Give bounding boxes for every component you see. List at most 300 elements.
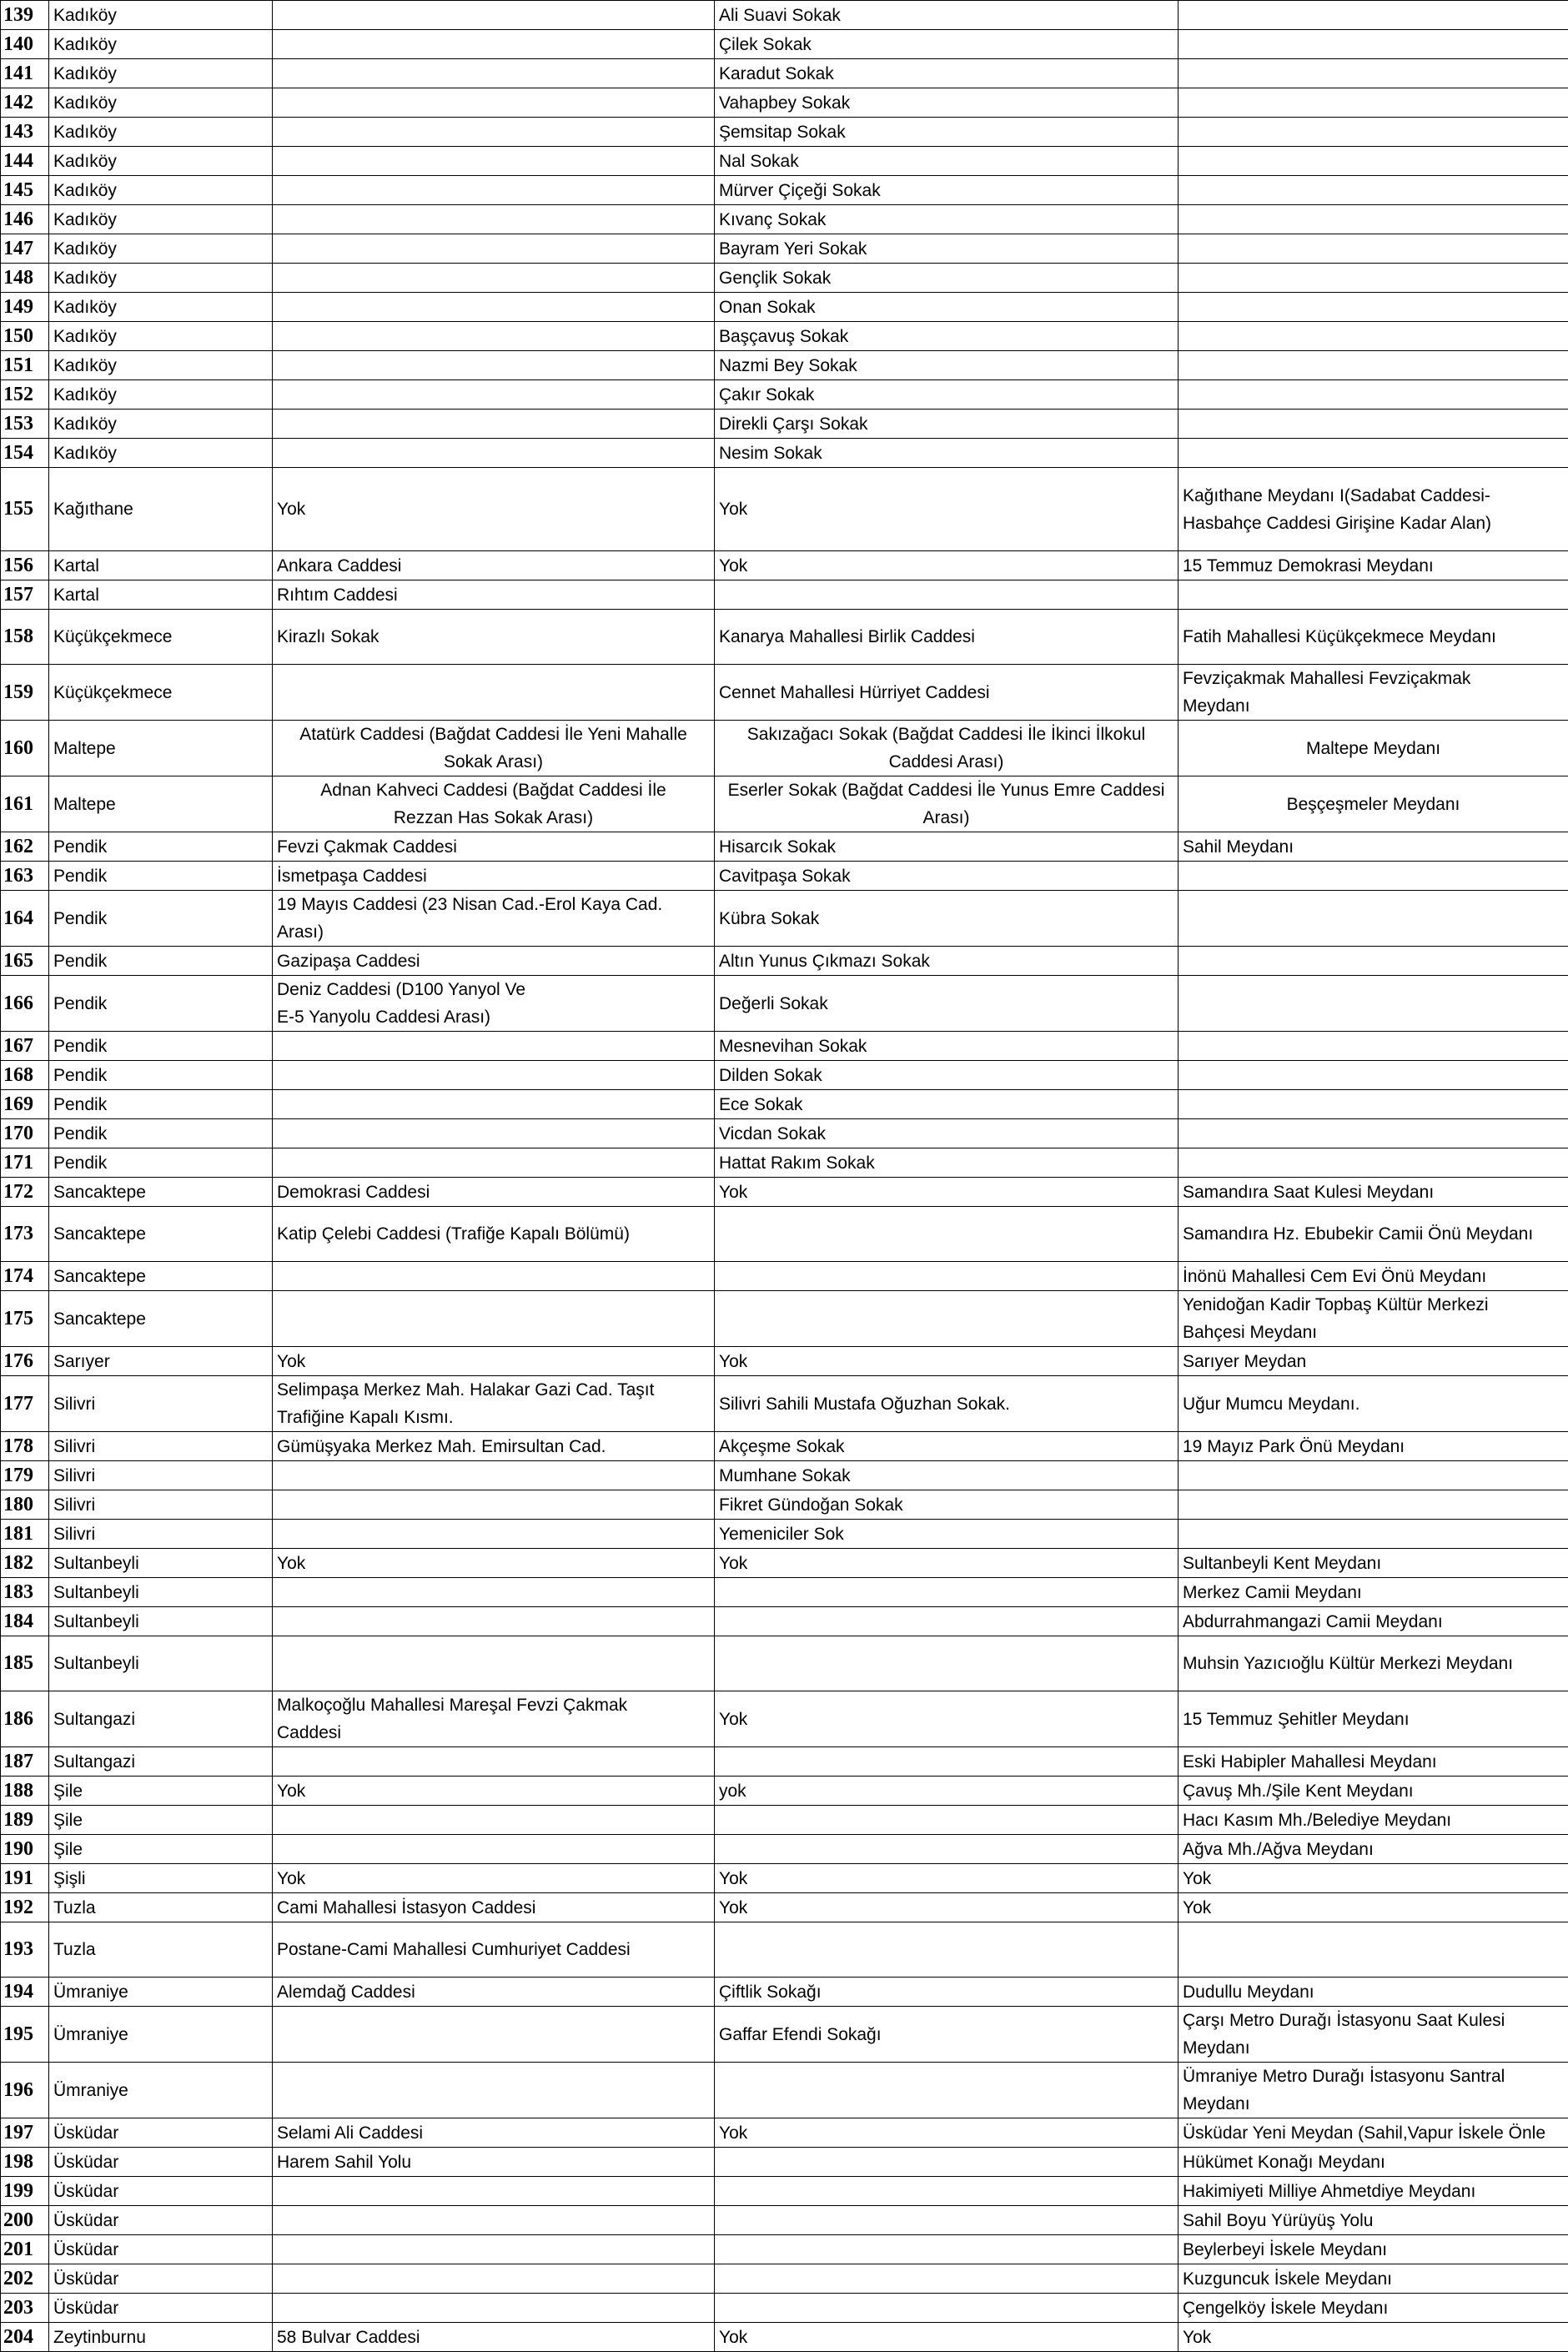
square-cell: Uğur Mumcu Meydanı. (1179, 1376, 1568, 1432)
avenue-cell (273, 1090, 715, 1119)
district-cell: Sultanbeyli (49, 1607, 273, 1636)
avenue-cell (273, 1747, 715, 1777)
street-cell: Çiftlik Sokağı (715, 1978, 1179, 2007)
square-cell (1179, 380, 1568, 410)
row-number: 187 (1, 1747, 49, 1777)
district-cell: Kadıköy (49, 205, 273, 234)
row-number: 190 (1, 1835, 49, 1864)
table-row (1, 1691, 1568, 1747)
district-cell: Maltepe (49, 776, 273, 832)
square-cell (1179, 1061, 1568, 1090)
avenue-cell (273, 147, 715, 176)
avenue-cell (273, 59, 715, 88)
district-cell: Kadıköy (49, 147, 273, 176)
street-cell: Dilden Sokak (715, 1061, 1179, 1090)
street-cell: Değerli Sokak (715, 976, 1179, 1032)
avenue-cell: 19 Mayıs Caddesi (23 Nisan Cad.-Erol Kaya Cad. Arası) (273, 891, 715, 947)
table-row (1, 551, 1568, 580)
street-cell: Yok (715, 468, 1179, 551)
square-cell (1179, 264, 1568, 293)
district-cell: Sultangazi (49, 1747, 273, 1777)
avenue-cell: İsmetpaşa Caddesi (273, 862, 715, 891)
square-cell (1179, 891, 1568, 947)
square-cell (1179, 322, 1568, 351)
street-cell (715, 1835, 1179, 1864)
avenue-cell: Ankara Caddesi (273, 551, 715, 580)
row-number: 176 (1, 1347, 49, 1376)
district-cell: Üsküdar (49, 2206, 273, 2235)
table-row (1, 891, 1568, 947)
avenue-cell (273, 1806, 715, 1835)
square-cell: Ağva Mh./Ağva Meydanı (1179, 1835, 1568, 1864)
avenue-cell (273, 118, 715, 147)
row-number: 158 (1, 610, 49, 665)
avenue-cell (273, 2007, 715, 2063)
table-row (1, 947, 1568, 976)
table-row (1, 439, 1568, 468)
avenue-cell (273, 2177, 715, 2206)
avenue-cell (273, 1291, 715, 1347)
street-cell (715, 1607, 1179, 1636)
street-cell: Yok (715, 551, 1179, 580)
square-cell: Samandıra Saat Kulesi Meydanı (1179, 1178, 1568, 1207)
square-cell: Abdurrahmangazi Camii Meydanı (1179, 1607, 1568, 1636)
table-row (1, 1578, 1568, 1607)
avenue-cell (273, 1636, 715, 1691)
street-cell: Vahapbey Sokak (715, 88, 1179, 118)
avenue-cell (273, 30, 715, 59)
row-number: 164 (1, 891, 49, 947)
street-cell (715, 2206, 1179, 2235)
square-cell: Beşçeşmeler Meydanı (1179, 776, 1568, 832)
district-cell: Pendik (49, 891, 273, 947)
avenue-cell: Yok (273, 1864, 715, 1893)
district-cell: Şile (49, 1777, 273, 1806)
square-cell: Fevziçakmak Mahallesi Fevziçakmak Meydanı (1179, 665, 1568, 721)
table-row (1, 59, 1568, 88)
district-cell: Küçükçekmece (49, 665, 273, 721)
table-row (1, 176, 1568, 205)
district-cell: Kartal (49, 551, 273, 580)
table-row (1, 234, 1568, 264)
square-cell (1179, 1490, 1568, 1520)
street-cell: Başçavuş Sokak (715, 322, 1179, 351)
row-number: 196 (1, 2063, 49, 2118)
street-cell (715, 2177, 1179, 2206)
table-row (1, 88, 1568, 118)
avenue-cell: Adnan Kahveci Caddesi (Bağdat Caddesi İle Rezzan Has Sokak Arası) (273, 776, 715, 832)
avenue-cell: Rıhtım Caddesi (273, 580, 715, 610)
square-cell: Hacı Kasım Mh./Belediye Meydanı (1179, 1806, 1568, 1835)
avenue-cell: 58 Bulvar Caddesi (273, 2323, 715, 2352)
district-cell: Silivri (49, 1520, 273, 1549)
square-cell (1179, 59, 1568, 88)
square-cell: Hakimiyeti Milliye Ahmetdiye Meydanı (1179, 2177, 1568, 2206)
table-row (1, 1148, 1568, 1178)
avenue-cell: Malkoçoğlu Mahallesi Mareşal Fevzi Çakmak Caddesi (273, 1691, 715, 1747)
street-cell: Mürver Çiçeği Sokak (715, 176, 1179, 205)
table-row (1, 1119, 1568, 1148)
square-cell (1179, 30, 1568, 59)
row-number: 143 (1, 118, 49, 147)
avenue-cell (273, 2206, 715, 2235)
row-number: 201 (1, 2235, 49, 2264)
row-number: 166 (1, 976, 49, 1032)
district-cell: Pendik (49, 1090, 273, 1119)
street-cell: Vicdan Sokak (715, 1119, 1179, 1148)
square-cell: Kuzguncuk İskele Meydanı (1179, 2264, 1568, 2294)
row-number: 149 (1, 293, 49, 322)
row-number: 180 (1, 1490, 49, 1520)
table-row (1, 1262, 1568, 1291)
square-cell (1179, 205, 1568, 234)
row-number: 172 (1, 1178, 49, 1207)
table-row (1, 2063, 1568, 2118)
row-number: 151 (1, 351, 49, 380)
street-cell: Ece Sokak (715, 1090, 1179, 1119)
row-number: 139 (1, 1, 49, 30)
district-cell: Kadıköy (49, 439, 273, 468)
row-number: 181 (1, 1520, 49, 1549)
district-cell: Pendik (49, 832, 273, 862)
table-row (1, 832, 1568, 862)
table-row (1, 1747, 1568, 1777)
street-cell: Mumhane Sokak (715, 1461, 1179, 1490)
street-cell (715, 2148, 1179, 2177)
table-row (1, 1893, 1568, 1922)
avenue-cell (273, 88, 715, 118)
square-cell (1179, 1922, 1568, 1978)
avenue-cell: Postane-Cami Mahallesi Cumhuriyet Caddesi (273, 1922, 715, 1978)
avenue-cell (273, 439, 715, 468)
district-cell: Pendik (49, 1061, 273, 1090)
row-number: 147 (1, 234, 49, 264)
row-number: 202 (1, 2264, 49, 2294)
square-cell (1179, 1119, 1568, 1148)
table-row (1, 2264, 1568, 2294)
avenue-cell (273, 322, 715, 351)
district-cell: Silivri (49, 1490, 273, 1520)
street-cell: Çakır Sokak (715, 380, 1179, 410)
district-cell: Kadıköy (49, 118, 273, 147)
street-cell: Nesim Sokak (715, 439, 1179, 468)
street-cell: Akçeşme Sokak (715, 1432, 1179, 1461)
table-row (1, 1376, 1568, 1432)
row-number: 179 (1, 1461, 49, 1490)
square-cell: Fatih Mahallesi Küçükçekmece Meydanı (1179, 610, 1568, 665)
district-cell: Sancaktepe (49, 1291, 273, 1347)
street-cell: Yok (715, 1178, 1179, 1207)
street-cell (715, 1747, 1179, 1777)
square-cell (1179, 351, 1568, 380)
street-cell: Karadut Sokak (715, 59, 1179, 88)
square-cell (1179, 410, 1568, 439)
district-cell: Kadıköy (49, 176, 273, 205)
district-cell: Kadıköy (49, 234, 273, 264)
row-number: 148 (1, 264, 49, 293)
street-cell: Direkli Çarşı Sokak (715, 410, 1179, 439)
square-cell: 15 Temmuz Demokrasi Meydanı (1179, 551, 1568, 580)
district-cell: Üsküdar (49, 2294, 273, 2323)
district-cell: Sancaktepe (49, 1178, 273, 1207)
avenue-cell (273, 665, 715, 721)
avenue-cell: Gazipaşa Caddesi (273, 947, 715, 976)
table-row (1, 1432, 1568, 1461)
avenue-cell: Cami Mahallesi İstasyon Caddesi (273, 1893, 715, 1922)
avenue-cell (273, 1490, 715, 1520)
avenue-cell (273, 1578, 715, 1607)
avenue-cell (273, 1520, 715, 1549)
table-row (1, 1032, 1568, 1061)
square-cell: Yok (1179, 1864, 1568, 1893)
street-cell: Yok (715, 1864, 1179, 1893)
street-cell: Nal Sokak (715, 147, 1179, 176)
square-cell (1179, 1032, 1568, 1061)
street-cell: Onan Sokak (715, 293, 1179, 322)
street-cell (715, 2063, 1179, 2118)
street-cell: Yok (715, 1893, 1179, 1922)
row-number: 182 (1, 1549, 49, 1578)
district-cell: Kadıköy (49, 293, 273, 322)
square-cell: Sultanbeyli Kent Meydanı (1179, 1549, 1568, 1578)
avenue-cell (273, 1262, 715, 1291)
table-row (1, 2323, 1568, 2352)
table-row (1, 1461, 1568, 1490)
avenue-cell (273, 1835, 715, 1864)
row-number: 194 (1, 1978, 49, 2007)
district-cell: Sultanbeyli (49, 1578, 273, 1607)
avenue-cell: Demokrasi Caddesi (273, 1178, 715, 1207)
row-number: 197 (1, 2118, 49, 2148)
square-cell: Dudullu Meydanı (1179, 1978, 1568, 2007)
street-cell: Nazmi Bey Sokak (715, 351, 1179, 380)
table-row (1, 264, 1568, 293)
avenue-cell (273, 1148, 715, 1178)
square-cell (1179, 147, 1568, 176)
row-number: 193 (1, 1922, 49, 1978)
table-row (1, 721, 1568, 776)
row-number: 183 (1, 1578, 49, 1607)
avenue-cell: Selimpaşa Merkez Mah. Halakar Gazi Cad. Taşıt Trafiğine Kapalı Kısmı. (273, 1376, 715, 1432)
avenue-cell (273, 1032, 715, 1061)
row-number: 169 (1, 1090, 49, 1119)
district-cell: Üsküdar (49, 2235, 273, 2264)
district-cell: Üsküdar (49, 2264, 273, 2294)
row-number: 155 (1, 468, 49, 551)
row-number: 184 (1, 1607, 49, 1636)
row-number: 200 (1, 2206, 49, 2235)
district-cell: Zeytinburnu (49, 2323, 273, 2352)
table-row (1, 610, 1568, 665)
district-cell: Kağıthane (49, 468, 273, 551)
square-cell (1179, 439, 1568, 468)
avenue-cell (273, 2235, 715, 2264)
row-number: 165 (1, 947, 49, 976)
row-number: 195 (1, 2007, 49, 2063)
street-cell: Bayram Yeri Sokak (715, 234, 1179, 264)
table-row (1, 1291, 1568, 1347)
table-row (1, 1090, 1568, 1119)
table-row (1, 2118, 1568, 2148)
table-row (1, 468, 1568, 551)
square-cell: Eski Habipler Mahallesi Meydanı (1179, 1747, 1568, 1777)
table-row (1, 2177, 1568, 2206)
row-number: 171 (1, 1148, 49, 1178)
street-cell: Cennet Mahallesi Hürriyet Caddesi (715, 665, 1179, 721)
street-cell: Hisarcık Sokak (715, 832, 1179, 862)
district-cell: Pendik (49, 862, 273, 891)
table-row (1, 1864, 1568, 1893)
table-row (1, 776, 1568, 832)
district-cell: Kadıköy (49, 30, 273, 59)
street-cell: Kıvanç Sokak (715, 205, 1179, 234)
row-number: 168 (1, 1061, 49, 1090)
table-row (1, 118, 1568, 147)
table-row (1, 1777, 1568, 1806)
row-number: 152 (1, 380, 49, 410)
table-row (1, 1835, 1568, 1864)
avenue-cell (273, 293, 715, 322)
street-cell: Altın Yunus Çıkmazı Sokak (715, 947, 1179, 976)
table-row (1, 380, 1568, 410)
square-cell: Üsküdar Yeni Meydan (Sahil,Vapur İskele Önle (1179, 2118, 1568, 2148)
table-row (1, 2206, 1568, 2235)
avenue-cell: Yok (273, 468, 715, 551)
row-number: 191 (1, 1864, 49, 1893)
district-cell: Pendik (49, 1032, 273, 1061)
square-cell: Muhsin Yazıcıoğlu Kültür Merkezi Meydanı (1179, 1636, 1568, 1691)
table-row (1, 1178, 1568, 1207)
table-row (1, 2007, 1568, 2063)
district-cell: Sarıyer (49, 1347, 273, 1376)
square-cell: Merkez Camii Meydanı (1179, 1578, 1568, 1607)
district-cell: Şişli (49, 1864, 273, 1893)
district-cell: Pendik (49, 976, 273, 1032)
street-cell: Hattat Rakım Sokak (715, 1148, 1179, 1178)
avenue-cell: Yok (273, 1549, 715, 1578)
avenue-cell (273, 1119, 715, 1148)
district-cell: Kadıköy (49, 59, 273, 88)
district-cell: Kadıköy (49, 351, 273, 380)
row-number: 199 (1, 2177, 49, 2206)
row-number: 175 (1, 1291, 49, 1347)
row-number: 160 (1, 721, 49, 776)
avenue-cell: Fevzi Çakmak Caddesi (273, 832, 715, 862)
district-cell: Sultanbeyli (49, 1549, 273, 1578)
square-cell: Sarıyer Meydan (1179, 1347, 1568, 1376)
district-cell: Şile (49, 1806, 273, 1835)
square-cell: Maltepe Meydanı (1179, 721, 1568, 776)
row-number: 162 (1, 832, 49, 862)
street-cell: Kanarya Mahallesi Birlik Caddesi (715, 610, 1179, 665)
district-cell: Kadıköy (49, 322, 273, 351)
district-cell: Küçükçekmece (49, 610, 273, 665)
avenue-cell: Kirazlı Sokak (273, 610, 715, 665)
table-row (1, 351, 1568, 380)
row-number: 156 (1, 551, 49, 580)
street-cell: Şemsitap Sokak (715, 118, 1179, 147)
square-cell (1179, 118, 1568, 147)
row-number: 173 (1, 1207, 49, 1262)
row-number: 198 (1, 2148, 49, 2177)
district-cell: Tuzla (49, 1922, 273, 1978)
street-cell (715, 1207, 1179, 1262)
table-row (1, 1636, 1568, 1691)
street-cell (715, 2294, 1179, 2323)
table-row (1, 2235, 1568, 2264)
street-cell: Fikret Gündoğan Sokak (715, 1490, 1179, 1520)
avenue-cell (273, 2264, 715, 2294)
row-number: 145 (1, 176, 49, 205)
district-cell: Maltepe (49, 721, 273, 776)
square-cell: Samandıra Hz. Ebubekir Camii Önü Meydanı (1179, 1207, 1568, 1262)
row-number: 203 (1, 2294, 49, 2323)
square-cell (1179, 976, 1568, 1032)
avenue-cell: Gümüşyaka Merkez Mah. Emirsultan Cad. (273, 1432, 715, 1461)
row-number: 174 (1, 1262, 49, 1291)
avenue-cell (273, 205, 715, 234)
street-cell (715, 580, 1179, 610)
square-cell (1179, 947, 1568, 976)
district-cell: Üsküdar (49, 2118, 273, 2148)
row-number: 142 (1, 88, 49, 118)
square-cell: Sahil Meydanı (1179, 832, 1568, 862)
avenue-cell: Alemdağ Caddesi (273, 1978, 715, 2007)
district-cell: Sultangazi (49, 1691, 273, 1747)
district-cell: Sancaktepe (49, 1262, 273, 1291)
table-row (1, 293, 1568, 322)
table-row (1, 2148, 1568, 2177)
avenue-cell: Atatürk Caddesi (Bağdat Caddesi İle Yeni Mahalle Sokak Arası) (273, 721, 715, 776)
avenue-cell: Katip Çelebi Caddesi (Trafiğe Kapalı Bölümü) (273, 1207, 715, 1262)
district-cell: Ümraniye (49, 1978, 273, 2007)
square-cell: İnönü Mahallesi Cem Evi Önü Meydanı (1179, 1262, 1568, 1291)
row-number: 154 (1, 439, 49, 468)
district-cell: Kadıköy (49, 264, 273, 293)
row-number: 188 (1, 1777, 49, 1806)
table-row (1, 580, 1568, 610)
row-number: 186 (1, 1691, 49, 1747)
row-number: 167 (1, 1032, 49, 1061)
square-cell (1179, 293, 1568, 322)
street-cell: Gaffar Efendi Sokağı (715, 2007, 1179, 2063)
row-number: 170 (1, 1119, 49, 1148)
avenue-cell (273, 264, 715, 293)
street-cell (715, 1262, 1179, 1291)
district-cell: Kartal (49, 580, 273, 610)
square-cell: 19 Mayız Park Önü Meydanı (1179, 1432, 1568, 1461)
street-cell: Yok (715, 2118, 1179, 2148)
row-number: 153 (1, 410, 49, 439)
table-row (1, 1549, 1568, 1578)
avenue-cell (273, 2063, 715, 2118)
square-cell (1179, 580, 1568, 610)
table-body (1, 1, 1568, 2352)
avenue-cell (273, 1061, 715, 1090)
street-cell (715, 1922, 1179, 1978)
table-row (1, 1207, 1568, 1262)
square-cell (1179, 1520, 1568, 1549)
district-cell: Pendik (49, 1119, 273, 1148)
row-number: 159 (1, 665, 49, 721)
row-number: 177 (1, 1376, 49, 1432)
square-cell: Kağıthane Meydanı I(Sadabat Caddesi- Hasbahçe Caddesi Girişine Kadar Alan) (1179, 468, 1568, 551)
district-cell: Sultanbeyli (49, 1636, 273, 1691)
row-number: 150 (1, 322, 49, 351)
row-number: 141 (1, 59, 49, 88)
row-number: 178 (1, 1432, 49, 1461)
row-number: 161 (1, 776, 49, 832)
